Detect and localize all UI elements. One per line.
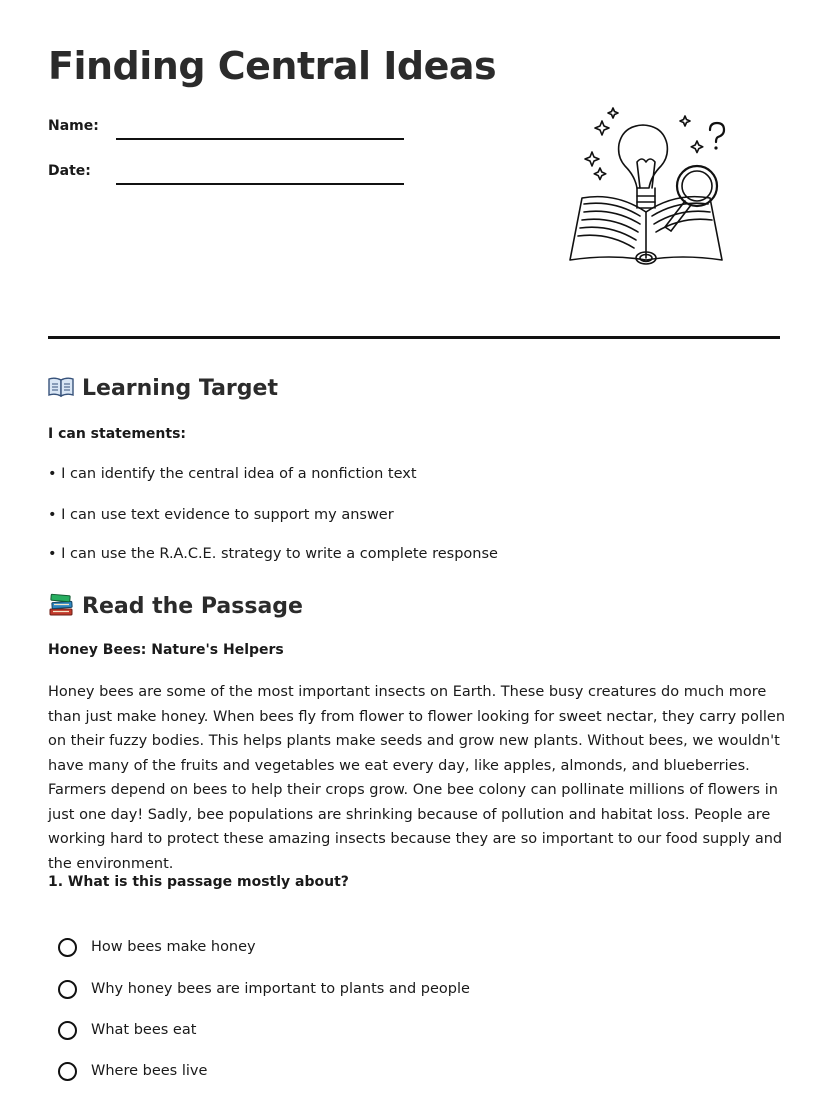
read-passage-heading bbox=[48, 592, 303, 622]
radio-button[interactable] bbox=[58, 1062, 77, 1081]
answer-option-label: Why honey bees are important to plants and people bbox=[91, 981, 470, 997]
answer-option[interactable] bbox=[58, 977, 470, 1001]
date-field[interactable] bbox=[116, 183, 404, 185]
answer-option-label: What bees eat bbox=[91, 1022, 197, 1038]
statement-item: • I can identify the central idea of a nonfiction text bbox=[48, 466, 417, 482]
page-title: Finding Central Ideas bbox=[48, 44, 497, 88]
books-stack-icon bbox=[48, 592, 74, 622]
radio-button[interactable] bbox=[58, 938, 77, 957]
radio-button[interactable] bbox=[58, 1021, 77, 1040]
name-label: Name: bbox=[48, 118, 99, 134]
passage-title: Honey Bees: Nature's Helpers bbox=[48, 642, 284, 658]
passage-text: Honey bees are some of the most important insects on Earth. These busy creatures do much more than just make honey. When bees fly from flower to flower looking for sweet nectar, they carry pollen on their fuzzy bodies. This helps plants make seeds and grow new plants. Without bees, we wouldn't have many of the fruits and vegetables we eat every day, like apples, almonds, and blueberries. Farmers depend on bees to help their crops grow. One bee colony can pollinate millions of flowers in just one day! Sadly, bee populations are shrinking because of pollution and habitat loss. People are working hard to protect these amazing insects because they are so important to our food supply and the environment. bbox=[48, 684, 786, 872]
learning-target-heading-text: Learning Target bbox=[82, 376, 278, 401]
statement-item: • I can use the R.A.C.E. strategy to write a complete response bbox=[48, 546, 498, 562]
i-can-statements-label: I can statements: bbox=[48, 426, 187, 442]
open-book-icon bbox=[48, 376, 74, 404]
date-label: Date: bbox=[48, 163, 91, 179]
answer-option-label: How bees make honey bbox=[91, 939, 256, 955]
statement-item: • I can use text evidence to support my answer bbox=[48, 507, 394, 523]
read-passage-heading-text: Read the Passage bbox=[82, 594, 303, 619]
lightbulb-book-magnifier-icon bbox=[562, 100, 732, 270]
section-divider bbox=[48, 336, 780, 339]
radio-button[interactable] bbox=[58, 980, 77, 999]
learning-target-heading bbox=[48, 376, 278, 404]
answer-option[interactable] bbox=[58, 1018, 196, 1042]
answer-option-label: Where bees live bbox=[91, 1063, 208, 1079]
question-text: 1. What is this passage mostly about? bbox=[48, 874, 349, 890]
answer-option[interactable] bbox=[58, 1059, 207, 1083]
name-field[interactable] bbox=[116, 138, 404, 140]
answer-option[interactable] bbox=[58, 935, 256, 959]
